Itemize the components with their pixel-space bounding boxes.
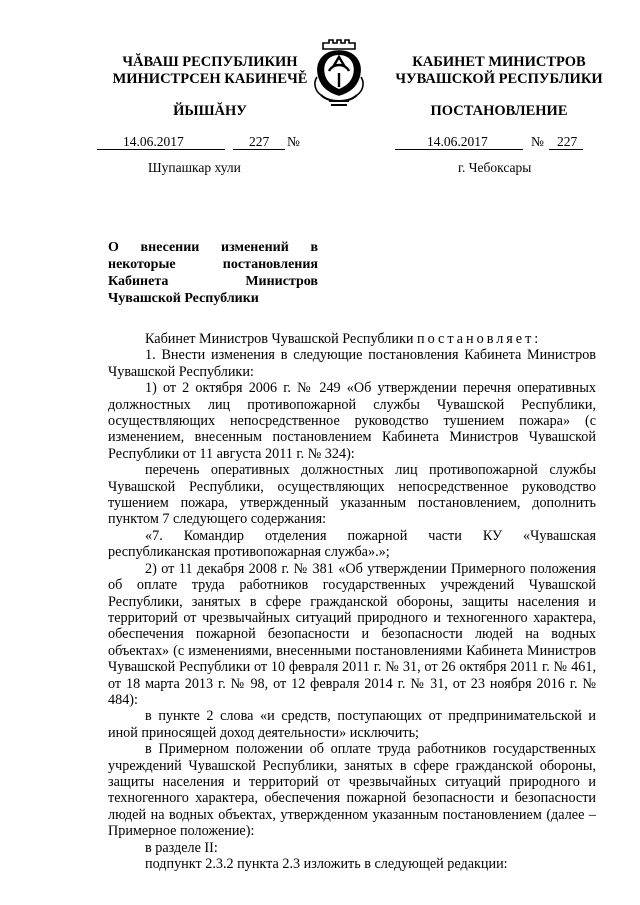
date-right: 14.06.2017 [427, 134, 488, 149]
intro-spaced: постановляет: [417, 331, 542, 347]
date-left: 14.06.2017 [123, 134, 184, 149]
intro-paragraph [108, 331, 596, 347]
paragraph: «7. Командир отделения пожарной части КУ «Чувашская республиканская противопожарная служба».»; [108, 527, 596, 561]
paragraph: в пункте 2 слова «и средств, поступающих от предпринимательской и иной приносящей доход деятельности» исключить; [108, 708, 596, 741]
date-underline-right [395, 149, 523, 150]
doc-type-left: ЙЫШĂНУ [173, 103, 247, 119]
paragraph: в Примерном положении об оплате труда работников государственных учреждений Чувашской Республики, занятых в сфере гражданской обороны, защиты населения и территорий от чрезвычайных ситуаций природного и техногенного характера, обеспечения пожарной безопасности и безопасности людей на водных объектах, утвержденном указанным постановлением (далее – Примерное положение): [108, 741, 596, 840]
number-underline-left [233, 149, 285, 150]
document-title: О внесении изменений в некоторые постановления Кабинета Министров Чувашской Республики [108, 240, 318, 306]
paragraph: подпункт 2.3.2 пункта 2.3 изложить в следующей редакции: [145, 856, 508, 872]
header-left-line1: ЧĂВАШ РЕСПУБЛИКИН [122, 54, 298, 70]
place-left: Шупашкар хули [148, 160, 241, 175]
number-right: 227 [557, 134, 578, 149]
place-right: г. Чебоксары [458, 160, 532, 175]
document-body [108, 331, 596, 872]
doc-type-right: ПОСТАНОВЛЕНИЕ [430, 103, 568, 119]
header-right [383, 54, 615, 88]
chuvash-emblem-icon [307, 37, 371, 113]
paragraph: 1) от 2 октября 2006 г. № 249 «Об утверждении перечня оперативных должностных лиц противопожарной службы Чувашской Республики, осуществляющих непосредственное руководство тушением пожара» (с изменением, внесенным постановлением Кабинета Министров Чувашской Республики от 11 августа 2011 г. № 324): [108, 380, 596, 462]
number-underline-right [549, 149, 583, 150]
header-right-line1: КАБИНЕТ МИНИСТРОВ [412, 54, 586, 70]
registration-left [97, 134, 327, 150]
header-left [95, 54, 325, 88]
number-left: 227 [249, 134, 270, 149]
intro-prefix: Кабинет Министров Чувашской Республики [145, 331, 414, 347]
registration-right [395, 134, 585, 150]
number-sign-left: № [287, 134, 300, 149]
paragraph: 2) от 11 декабря 2008 г. № 381 «Об утверждении Примерного положения об оплате труда работников государственных учреждений Чувашской Республики, занятых в сфере гражданской обороны, защиты населения и территорий от чрезвычайных ситуаций природного и техногенного характера, обеспечения пожарной безопасности и безопасности людей на водных объектах» (с изменениями, внесенными постановлениями Кабинета Министров Чувашской Республики от 10 февраля 2011 г. № 31, от 26 октября 2011 г. № 461, от 18 марта 2013 г. № 98, от 12 февраля 2014 г. № 31, от 23 ноября 2016 г. № 484): [108, 560, 596, 708]
date-underline-left [97, 149, 225, 150]
header-left-line2: МИНИСТРСЕН КАБИНЕЧĚ [112, 71, 308, 87]
paragraph: 1. Внести изменения в следующие постановления Кабинета Министров Чувашской Республики: [108, 347, 596, 380]
number-sign-right: № [531, 134, 544, 149]
paragraph: перечень оперативных должностных лиц противопожарной службы Чувашской Республики, осуществляющих непосредственное руководство тушением пожара, утвержденный указанным постановлением, дополнить пунктом 7 следующего содержания: [108, 462, 596, 528]
paragraph: в разделе II: [145, 839, 218, 856]
header-right-line2: ЧУВАШСКОЙ РЕСПУБЛИКИ [395, 71, 603, 87]
